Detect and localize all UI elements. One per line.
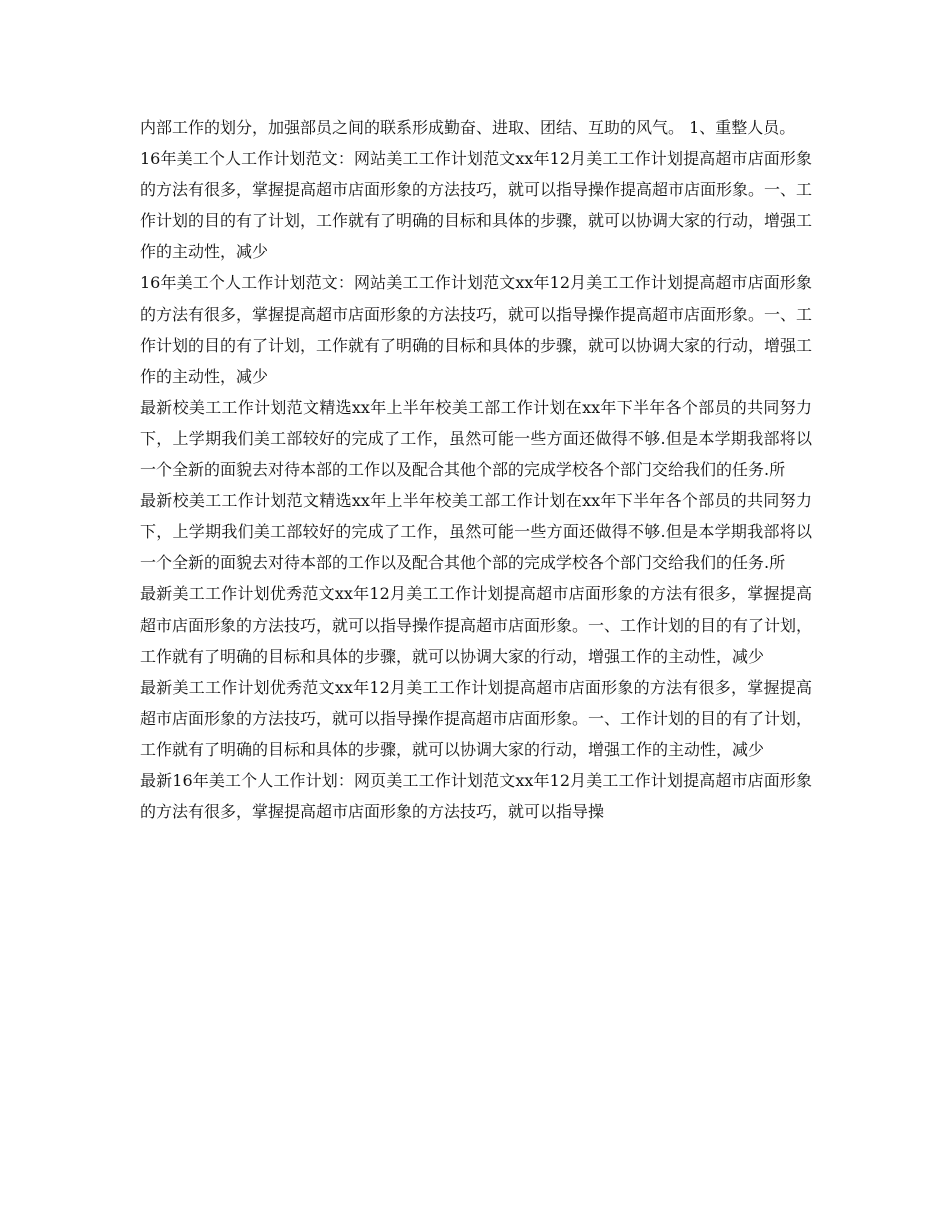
paragraph: 16年美工个人工作计划范文：网站美工工作计划范文xx年12月美工工作计划提高超市店面形象的方法有很多，掌握提高超市店面形象的方法技巧，就可以指导操作提高超市店面形象。一、工作计划的目的有了计划，工作就有了明确的目标和具体的步骤，就可以协调大家的行动，增强工作的主动性，减少 [140, 273, 813, 386]
paragraph: 16年美工个人工作计划范文：网站美工工作计划范文xx年12月美工工作计划提高超市店面形象的方法有很多，掌握提高超市店面形象的方法技巧，就可以指导操作提高超市店面形象。一、工作计划的目的有了计划，工作就有了明确的目标和具体的步骤，就可以协调大家的行动，增强工作的主动性，减少 [140, 149, 813, 262]
document-body [140, 112, 812, 827]
paragraph: 最新16年美工个人工作计划：网页美工工作计划范文xx年12月美工工作计划提高超市店面形象的方法有很多，掌握提高超市店面形象的方法技巧，就可以指导操 [140, 770, 812, 822]
paragraph: 最新校美工工作计划范文精选xx年上半年校美工部工作计划在xx年下半年各个部员的共同努力下，上学期我们美工部较好的完成了工作，虽然可能一些方面还做得不够.但是本学期我部将以一个全新的面貌去对待本部的工作以及配合其他个部的完成学校各个部门交给我们的任务.所 [140, 491, 812, 573]
paragraph: 最新美工工作计划优秀范文xx年12月美工工作计划提高超市店面形象的方法有很多，掌握提高超市店面形象的方法技巧，就可以指导操作提高超市店面形象。一、工作计划的目的有了计划，工作就有了明确的目标和具体的步骤，就可以协调大家的行动，增强工作的主动性，减少 [140, 584, 813, 666]
paragraph: 最新美工工作计划优秀范文xx年12月美工工作计划提高超市店面形象的方法有很多，掌握提高超市店面形象的方法技巧，就可以指导操作提高超市店面形象。一、工作计划的目的有了计划，工作就有了明确的目标和具体的步骤，就可以协调大家的行动，增强工作的主动性，减少 [140, 677, 813, 759]
paragraph: 最新校美工工作计划范文精选xx年上半年校美工部工作计划在xx年下半年各个部员的共同努力下，上学期我们美工部较好的完成了工作，虽然可能一些方面还做得不够.但是本学期我部将以一个全新的面貌去对待本部的工作以及配合其他个部的完成学校各个部门交给我们的任务.所 [140, 397, 812, 480]
paragraph: 内部工作的划分，加强部员之间的联系形成勤奋、进取、团结、互助的风气。 1、重整人员。 [140, 118, 796, 137]
